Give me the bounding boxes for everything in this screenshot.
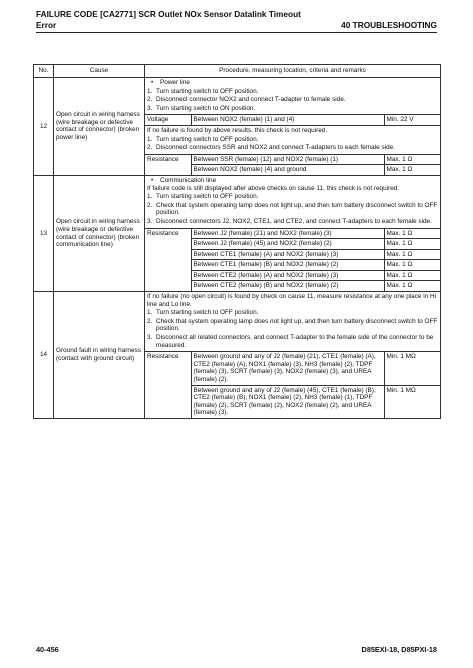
section-title: 40 TROUBLESHOOTING [341, 20, 437, 30]
title-line-1: FAILURE CODE [CA2771] SCR Outlet NOx Sensor Datalink Timeout [36, 9, 301, 19]
procedure-step: 2. Check that system operating lamp does not light up, and then turn battery disconnect switch to OFF position. [147, 317, 438, 333]
measure-type: Resistance [145, 228, 191, 291]
measure-value: Max. 1 Ω [384, 281, 440, 291]
resistance-table [145, 351, 440, 418]
measure-value: Max. 1 Ω [384, 260, 440, 271]
measure-type: Resistance [145, 352, 191, 418]
procedure-step: 1. Turn starting switch to OFF position. [147, 193, 259, 201]
page-header-title [36, 9, 301, 30]
procedure-step: 3. Turn starting switch to ON position. [147, 104, 256, 112]
measure-row [145, 115, 440, 126]
table-header-row [34, 65, 441, 78]
measure-row [145, 228, 440, 239]
measure-type: Resistance [145, 154, 191, 175]
voltage-table [145, 114, 440, 126]
measure-row [145, 154, 440, 165]
measure-location: Between ground and any of J2 (female) (45), CTE1 (female) (B), CTE2 (female) (B), NOX1 (female) (2), NH3 (female) (1), TDPF (female) (2), SCRT (female) (2), NOX2 (female) (2), and UREA (female) (3). [191, 385, 384, 418]
measure-value: Max. 1 Ω [384, 249, 440, 260]
measure-value: Max. 1 Ω [384, 154, 440, 165]
procedure-step: 1. Turn starting switch to OFF position. [147, 135, 259, 143]
measure-location: Between CTE2 (female) (B) and NOX2 (female) (2) [191, 281, 384, 291]
measure-location: Between SSR (female) (12) and NOX2 (female) (1) [191, 154, 384, 165]
procedure-bullet: • Communication line [147, 177, 438, 185]
row-no: 13 [34, 175, 54, 291]
header-rule [36, 32, 437, 33]
row-procedure [145, 78, 441, 176]
measure-location: Between ground and any of J2 (female) (21), CTE1 (female) (A), CTE2 (female) (A), NOX1 (female) (3), NH3 (female) (2), TDPF (female) (3), SCRT (female) (3), NOX2 (female) (3), and UREA (female) (2). [191, 352, 384, 385]
row-cause: Open circuit in wiring harness (wire breakage or defective contact of connector) (broken communication line) [54, 175, 145, 291]
procedure-step: 2. Disconnect connectors SSR and NOX2 and connect T-adapters to each female side. [147, 144, 395, 152]
measure-value: Max. 1 Ω [384, 228, 440, 239]
procedure-note: If no failure is found by above results, this check is not required. [147, 126, 328, 134]
procedure-note: If no failure (no open circuit) is found by check on cause 11, measure resistance at any one place in Hi line and Lo line. [147, 293, 437, 308]
measure-location: Between CTE1 (female) (B) and NOX2 (female) (2) [191, 260, 384, 271]
measure-location: Between NOX2 (female) (1) and (4) [191, 115, 384, 126]
row-cause: Open circuit in wiring harness (wire breakage or defective contact of connector) (broken power line) [54, 78, 145, 176]
measure-value: Min. 22 V [384, 115, 440, 126]
procedure-bullet: • Power line [147, 79, 438, 87]
troubleshooting-table [33, 64, 441, 419]
row-no: 14 [34, 292, 54, 419]
procedure-step: 3. Disconnect all related connectors, and connect T-adapter to the female side of the connector to be measured. [147, 334, 434, 349]
page-number: 40-456 [36, 645, 59, 654]
table-row-12 [34, 78, 441, 176]
measure-location: Between CTE2 (female) (A) and NOX2 (female) (3) [191, 270, 384, 281]
row-procedure [145, 175, 441, 291]
measure-value: Max. 1 Ω [384, 239, 440, 250]
resistance-table [145, 228, 440, 292]
row-no: 12 [34, 78, 54, 176]
procedure-step: 2. Check that system operating lamp does not light up, and then turn battery disconnect switch to OFF position. [147, 201, 438, 217]
procedure-note: If failure code is still displayed after above checks on cause 11, this check is not required. [147, 184, 400, 192]
measure-value: Min. 1 MΩ [384, 385, 440, 418]
model-label: D85EXI-18, D85PXI-18 [361, 645, 437, 654]
measure-value: Max. 1 Ω [384, 270, 440, 281]
resistance-table [145, 154, 440, 175]
procedure-step: 2. Disconnect connector NOX2 and connect T-adapter to female side. [147, 96, 346, 104]
table-row-14 [34, 292, 441, 419]
row-cause: Ground fault in wiring harness (contact with ground circuit) [54, 292, 145, 419]
measure-location: Between J2 (female) (45) and NOX2 (female) (2) [191, 239, 384, 250]
table-row-13 [34, 175, 441, 291]
col-header-procedure: Procedure, measuring location, criteria and remarks [145, 65, 441, 78]
measure-location: Between NOX2 (female) (4) and ground [191, 165, 384, 175]
procedure-step: 1. Turn starting switch to OFF position. [147, 309, 259, 317]
procedure-step: 1. Turn starting switch to OFF position. [147, 87, 259, 95]
measure-location: Between J2 (female) (21) and NOX2 (female) (3) [191, 228, 384, 239]
title-line-2: Error [36, 19, 57, 30]
col-header-no: No. [34, 65, 54, 78]
measure-location: Between CTE1 (female) (A) and NOX2 (female) (3) [191, 249, 384, 260]
measure-type: Voltage [145, 115, 191, 126]
measure-value: Min. 1 MΩ [384, 352, 440, 385]
procedure-step: 3. Disconnect connectors J2, NOX2, CTE1, and CTE2, and connect T-adapters to each female side. [147, 217, 432, 225]
row-procedure [145, 292, 441, 419]
measure-value: Max. 1 Ω [384, 165, 440, 175]
measure-row [145, 352, 440, 385]
col-header-cause: Cause [54, 65, 145, 78]
